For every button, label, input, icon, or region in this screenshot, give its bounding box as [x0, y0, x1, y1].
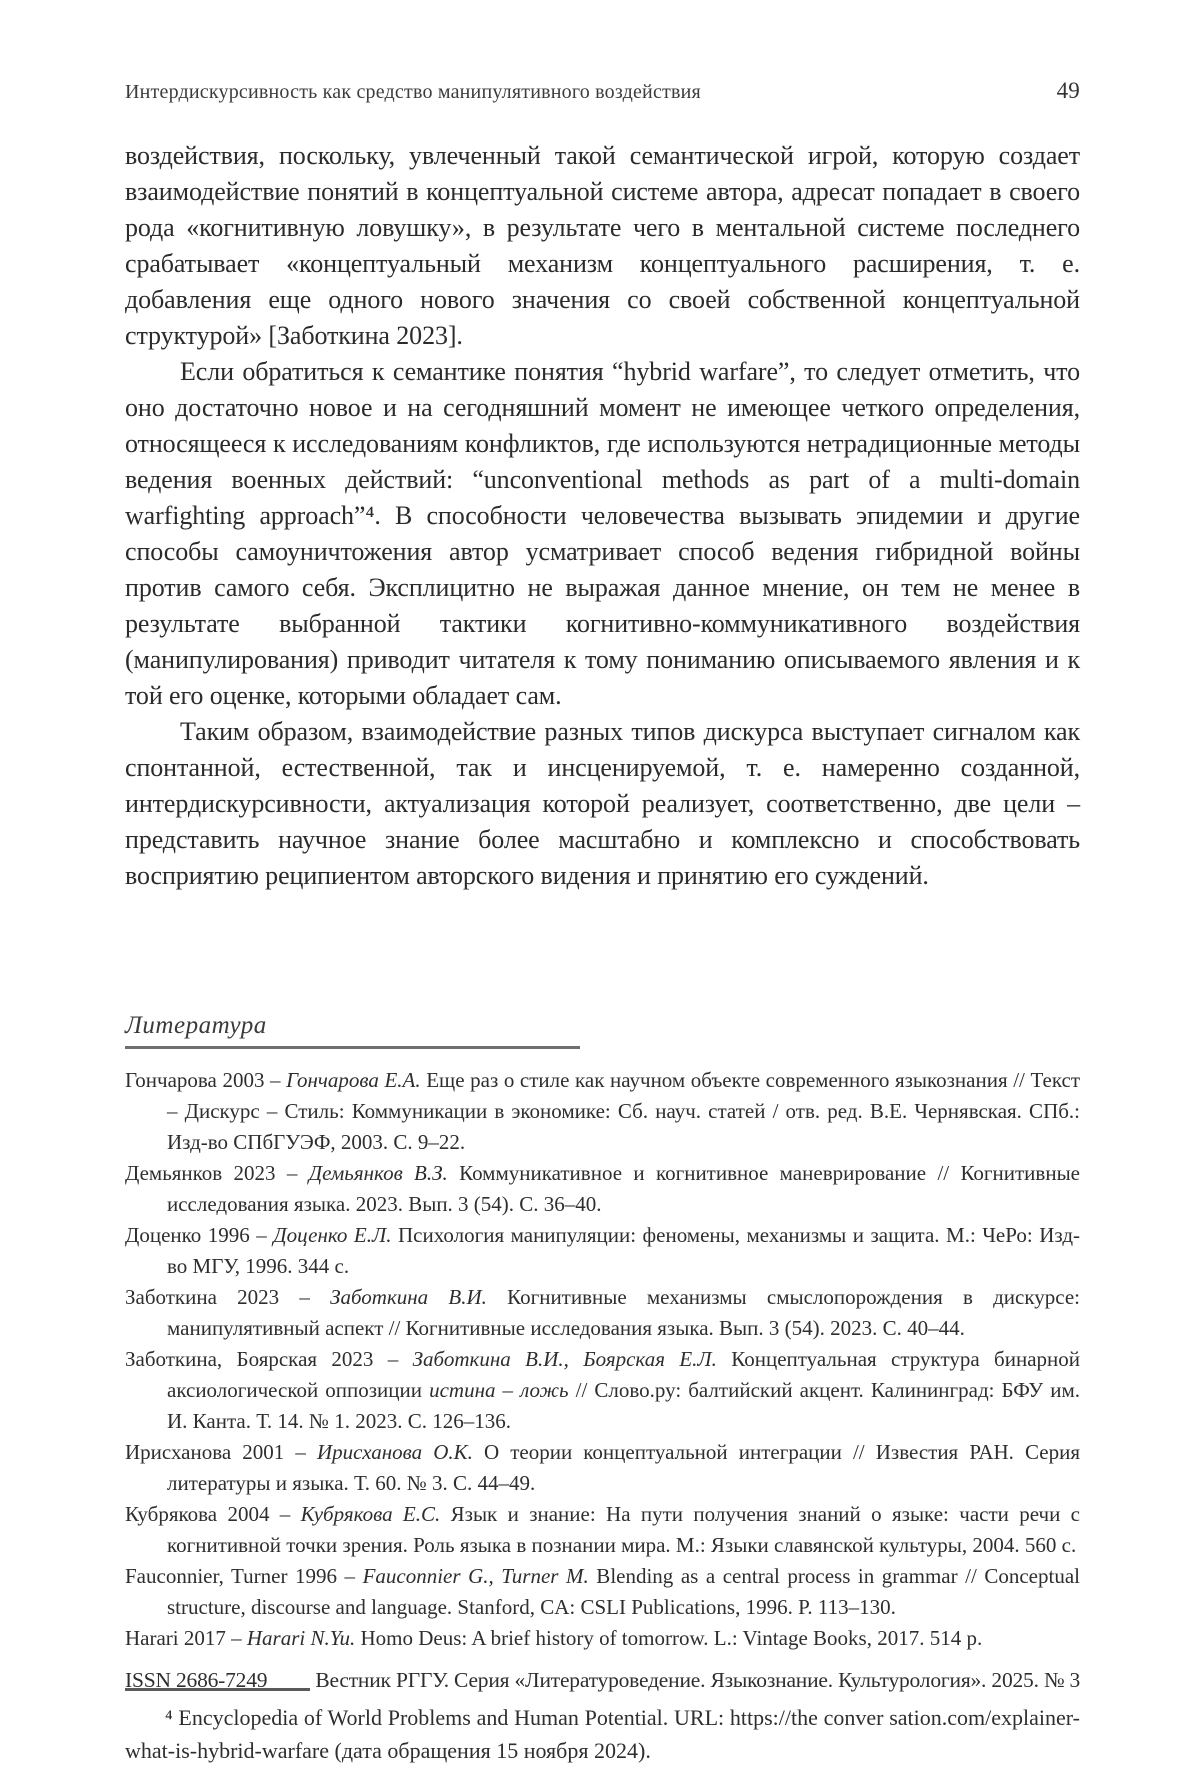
bibliography-entry — [125, 1282, 1080, 1344]
bib-entry-italic-segment: Гончарова Е.А. — [286, 1068, 421, 1092]
bib-entry-italic-segment: Заботкина В.И. — [330, 1285, 487, 1309]
body-paragraph: Таким образом, взаимодействие разных типов дискурса выступает сигналом как спонтанной, естественной, так и инсценируемой, т. е. намеренно созданной, интердискурсивности, актуализация которой реализует, соответственно, две цели – представить научное знание более масштабно и комплексно и способствовать восприятию реципиентом авторского видения и принятию его суждений. — [125, 717, 1080, 890]
bibliography-entry — [125, 1065, 1080, 1158]
bib-entry-italic-segment: Ирисханова О.К. — [317, 1440, 473, 1464]
references-heading-rule — [125, 1046, 580, 1049]
bib-entry-text-segment: Harari 2017 – — [125, 1626, 247, 1650]
bibliography-entry — [125, 1437, 1080, 1499]
footer-issn: ISSN 2686-7249 — [125, 1668, 268, 1692]
bib-entry-text-segment: Заботкина 2023 – — [125, 1285, 331, 1309]
bib-entry-italic-segment: Демьянков В.З. — [308, 1161, 448, 1185]
references-heading: Литература — [125, 1012, 267, 1039]
bib-entry-text-segment: Язык и знание: На пути получения знаний о языке: части речи с когнитивной точки зрения. Роль языка в познании мира. М.: Языки славянской культуры, 2004. 560 с. — [167, 1502, 1081, 1557]
bibliography-entry — [125, 1561, 1080, 1623]
bibliography-entry — [125, 1158, 1080, 1220]
bib-entry-text-segment: Доценко 1996 – — [125, 1223, 274, 1247]
running-head — [125, 78, 1080, 104]
footer-journal-line: Вестник РГГУ. Серия «Литературоведение. Языкознание. Культурология». 2025. № 3 — [315, 1668, 1080, 1692]
bib-entry-italic-segment: Кубрякова Е.С. — [300, 1502, 441, 1526]
body-paragraph: воздействия, поскольку, увлеченный такой семантической игрой, которую создает взаимодействие понятий в концептуальной системе автора, адресат попадает в своего рода «когнитивную ловушку», в результате чего в ментальной системе последнего срабатывает «концептуальный механизм концептуального расширения, т. е. добавления еще одного нового значения со своей собственной концептуальной структурой» [Заботкина 2023]. — [125, 141, 1080, 350]
bib-entry-italic-segment: истина – ложь — [429, 1378, 569, 1402]
bibliography-entry — [125, 1220, 1080, 1282]
bibliography-entry — [125, 1344, 1080, 1437]
bib-entry-text-segment: // Слово.ру: балтийский акцент. Калининград: БФУ им. И. Канта. Т. 14. № 1. 2023. С. 126–136. — [167, 1378, 1080, 1433]
bib-entry-text-segment: Заботкина, Боярская 2023 – — [125, 1347, 413, 1371]
bibliography-entry — [125, 1499, 1080, 1561]
bib-entry-text-segment: Еще раз о стиле как научном объекте современного языкознания // Текст – Дискурс – Стиль: Коммуникации в экономике: Сб. науч. статей / отв. ред. В.Е. Чернявская. СПб.: Изд-во СПбГУЭФ, 2003. С. 9–22. — [167, 1068, 1080, 1154]
page-footer — [125, 1668, 1080, 1693]
footnote-block — [125, 1688, 1080, 1767]
bib-entry-text-segment: О теории концептуальной интеграции // Известия РАН. Серия литературы и языка. Т. 60. № 3. С. 44–49. — [167, 1440, 1080, 1495]
bib-entry-italic-segment: Fauconnier G., Turner M. — [362, 1564, 589, 1588]
bib-entry-text-segment: Homo Deus: A brief history of tomorrow. L.: Vintage Books, 2017. 514 p. — [355, 1626, 983, 1650]
bib-entry-text-segment: Коммуникативное и когнитивное маневрирование // Когнитивные исследования языка. 2023. Вып. 3 (54). С. 36–40. — [167, 1161, 1080, 1216]
bib-entry-text-segment: Когнитивные механизмы смыслопорождения в дискурсе: манипулятивный аспект // Когнитивные исследования языка. Вып. 3 (54). 2023. С. 40–44. — [167, 1285, 1080, 1340]
bib-entry-text-segment: Кубрякова 2004 – — [125, 1502, 301, 1526]
page-number: 49 — [1056, 78, 1080, 103]
running-title: Интердискурсивность как средство манипулятивного воздействия — [125, 81, 701, 103]
bibliography-list — [125, 1065, 1080, 1654]
bib-entry-text-segment: Ирисханова 2001 – — [125, 1440, 317, 1464]
bib-entry-text-segment: Психология манипуляции: феномены, механизмы и защита. М.: ЧеРо: Изд-во МГУ, 1996. 344 с. — [167, 1223, 1080, 1278]
bib-entry-text-segment: Демьянков 2023 – — [125, 1161, 309, 1185]
article-body — [125, 138, 1080, 894]
bib-entry-text-segment: Концептуальная структура бинарной аксиологической оппозиции — [167, 1347, 1080, 1402]
references-section — [125, 1012, 1080, 1654]
bib-entry-italic-segment: Доценко Е.Л. — [273, 1223, 392, 1247]
bib-entry-text-segment: Fauconnier, Turner 1996 – — [125, 1564, 363, 1588]
bib-entry-text-segment: Гончарова 2003 – — [125, 1068, 287, 1092]
body-paragraph: Если обратиться к семантике понятия “hybrid warfare”, то следует отметить, что оно достаточно новое и на сегодняшний момент не имеющее четкого определения, относящееся к исследованиям конфликтов, где используются нетрадиционные методы ведения военных действий: “unconventional methods as part of a multi-domain warfighting approach”⁴. В способности человечества вызывать эпидемии и другие способы самоуничтожения автор усматривает способ ведения гибридной войны против самого себя. Эксплицитно не выражая данное мнение, он тем не менее в результате выбранной тактики когнитивно-коммуникативного воздействия (манипулирования) приводит читателя к тому пониманию описываемого явления и к той его оценке, которыми обладает сам. — [125, 357, 1080, 710]
bib-entry-italic-segment: Harari N.Yu. — [246, 1626, 356, 1650]
bib-entry-italic-segment: Заботкина В.И., Боярская Е.Л. — [412, 1347, 717, 1371]
footnote-text: ⁴ Encyclopedia of World Problems and Human Potential. URL: https://the conver sation.com/explainer-what-is-hybrid-warfare (дата обращения 15 ноября 2024). — [125, 1705, 1080, 1763]
bibliography-entry — [125, 1623, 1080, 1654]
bib-entry-text-segment: Blending as a central process in grammar // Conceptual structure, discourse and language. Stanford, CA: CSLI Publications, 1996. P. 113–130. — [167, 1564, 1080, 1619]
